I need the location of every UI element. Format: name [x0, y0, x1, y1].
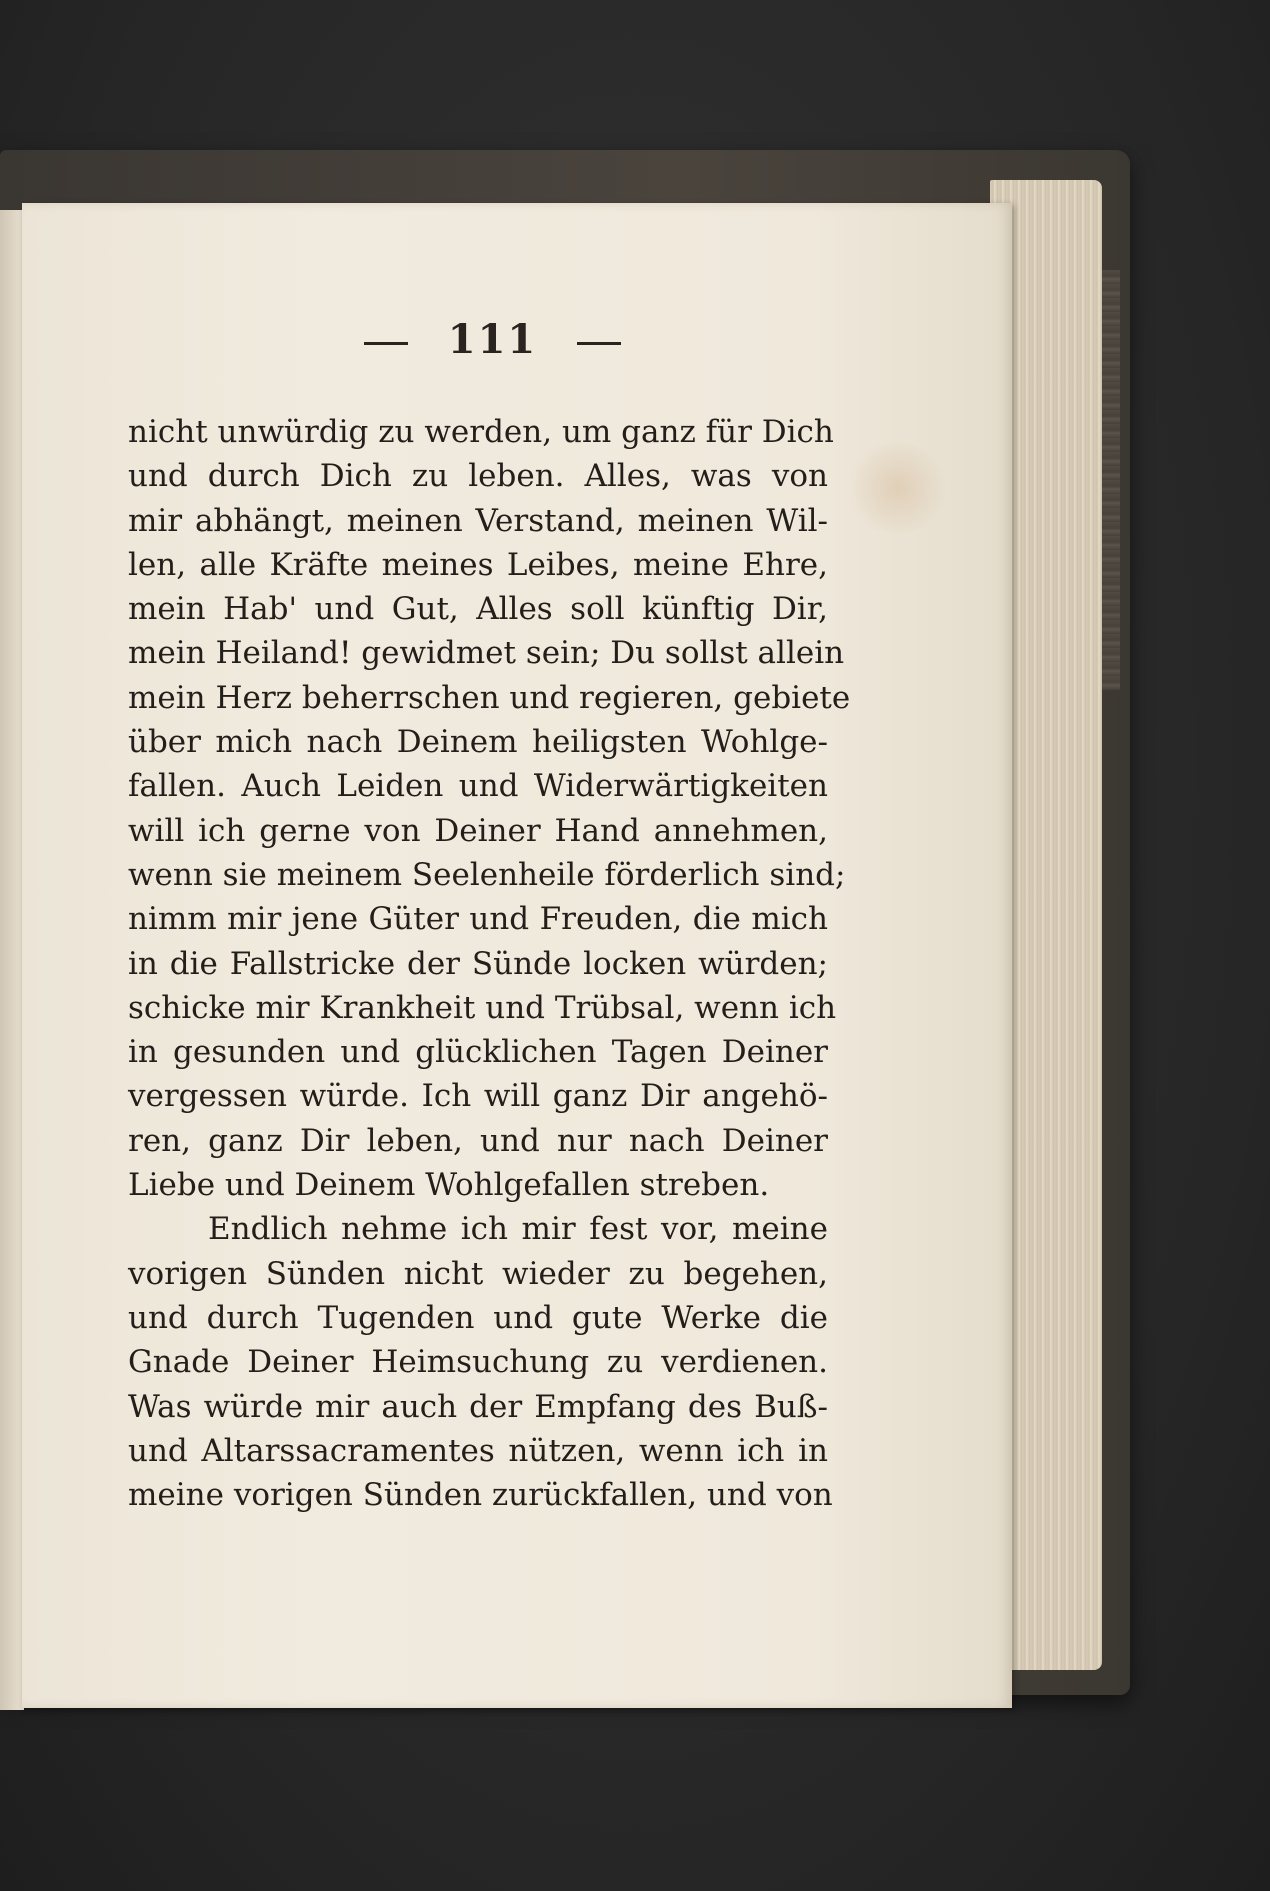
left-dash [364, 342, 408, 345]
text-line: ren, ganz Dir leben, und nur nach Deiner [128, 1122, 828, 1159]
text-line: mein Heiland! gewidmet sein; Du sollst allein [128, 635, 845, 672]
page-number: 111 [447, 316, 538, 363]
text-line: in die Fallstricke der Sünde locken würden; [128, 945, 828, 982]
text-line: Liebe und Deinem Wohlgefallen streben. [128, 1167, 770, 1204]
text-line: Endlich nehme ich mir fest vor, meine [208, 1211, 828, 1248]
text-line: mein Herz beherrschen und regieren, gebiete [128, 679, 851, 716]
text-line: len, alle Kräfte meines Leibes, meine Ehre, [128, 546, 828, 583]
text-line: meine vorigen Sünden zurückfallen, und von [128, 1477, 833, 1514]
text-line: und durch Tugenden und gute Werke die [128, 1299, 828, 1336]
text-line: mein Hab' und Gut, Alles soll künftig Dir, [128, 591, 828, 628]
text-line: nimm mir jene Güter und Freuden, die mich [128, 901, 828, 938]
text-line: Was würde mir auch der Empfang des Buß- [128, 1388, 828, 1425]
text-line: fallen. Auch Leiden und Widerwärtigkeiten [128, 768, 828, 805]
text-line: über mich nach Deinem heiligsten Wohlge- [128, 724, 828, 761]
text-line: vorigen Sünden nicht wieder zu begehen, [128, 1255, 828, 1292]
text-line: mir abhängt, meinen Verstand, meinen Wil- [128, 502, 828, 539]
text-line: schicke mir Krankheit und Trübsal, wenn ich [128, 989, 837, 1026]
text-line: wenn sie meinem Seelenheile förderlich sind; [128, 856, 846, 893]
text-line: Gnade Deiner Heimsuchung zu verdienen. [128, 1344, 828, 1381]
text-line: will ich gerne von Deiner Hand annehmen, [128, 812, 828, 849]
page-stain [842, 443, 952, 533]
page-number-header [0, 316, 985, 363]
facing-page-edge [0, 210, 24, 1710]
right-dash [577, 342, 621, 345]
text-line: in gesunden und glücklichen Tagen Deiner [128, 1034, 828, 1071]
text-line: und durch Dich zu leben. Alles, was von [128, 458, 828, 495]
text-line: nicht unwürdig zu werden, um ganz für Dich [128, 414, 834, 450]
text-line: vergessen würde. Ich will ganz Dir angehö- [128, 1078, 828, 1115]
text-line: und Altarssacramentes nützen, wenn ich in [128, 1432, 828, 1469]
body-text [128, 410, 851, 1517]
